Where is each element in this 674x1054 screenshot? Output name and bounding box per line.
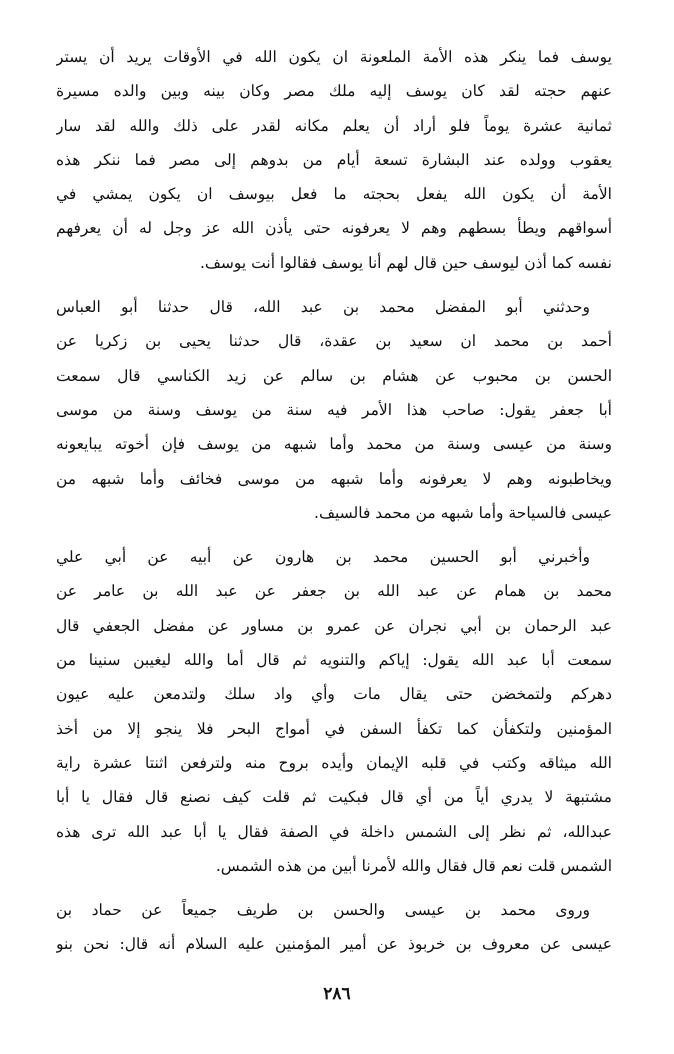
- text-line: أحمد بن محمد ان سعيد بن عقدة، قال حدثنا يحيى بن زكريا عن: [56, 332, 612, 351]
- paragraph-3: [56, 540, 612, 883]
- text-line: محمد بن همام عن عبد الله بن جعفر عن عبد الله بن عامر عن: [56, 582, 612, 601]
- text-line: دهركم ولتمخضن حتى يقال مات وأي واد سلك ولتدمعن عليه عيون: [56, 685, 612, 704]
- text-line: وحدثني أبو المفضل محمد بن عبد الله، قال حدثنا أبو العباس: [56, 298, 590, 317]
- paragraph-4: [56, 893, 612, 962]
- text-line: الأمة أن يكون الله يفعل بحجته ما فعل بيوسف ان يكون يمشي في: [56, 185, 612, 204]
- page-body: [56, 40, 612, 972]
- text-line: وسنة من عيسى وسنة من محمد وأما شبهه من يوسف فإن أخوته يبايعونه: [56, 435, 612, 454]
- text-line: عنهم حجته لقد كان يوسف إليه ملك مصر وكان بينه وبين والده مسيرة: [56, 82, 612, 101]
- text-line: الحسن بن محبوب عن هشام بن سالم عن زيد الكناسي قال سمعت: [56, 366, 612, 385]
- text-line: أسواقهم ويطأ بسطهم وهم لا يعرفونه حتى يأذن الله عز وجل له أن يعرفهم: [56, 219, 612, 238]
- text-line: عبد الرحمان بن أبي نجران عن عمرو بن مساور عن مفضل الجعفي قال: [56, 616, 612, 635]
- text-line: يوسف فما ينكر هذه الأمة الملعونة ان يكون الله في الأوقات يريد أن يستر: [56, 48, 612, 66]
- text-line: الله ميثاقه وكتب في قلبه الإيمان وأيده بروح منه ولترفعن اثنتا عشرة راية: [56, 753, 612, 772]
- text-line: سمعت أبا عبد الله يقول: إياكم والتنويه ثم قال أما والله ليغيبن سنينا من: [56, 651, 612, 670]
- page-number: ٢٨٦: [323, 984, 351, 1004]
- text-line: عبدالله، ثم نظر إلى الشمس داخلة في الصفة فقال يا أبا عبد الله ترى هذه: [56, 822, 612, 841]
- text-line: المؤمنين ولتكفأن كما تكفأ السفن في أمواج البحر فلا ينجو إلا من أخذ: [56, 719, 612, 738]
- text-line: عيسى فالسياحة وأما شبهه من محمد فالسيف.: [314, 503, 612, 522]
- paragraph-1: [56, 40, 612, 280]
- text-line: عيسى عن معروف بن خربوذ عن أمير المؤمنين عليه السلام أنه قال: نحن بنو: [56, 935, 612, 954]
- text-line: وأخبرني أبو الحسين محمد بن هارون عن أبيه عن أبي علي: [56, 548, 590, 567]
- text-line: ثمانية عشرة يوماً فلو أراد أن يعلم مكانه لقدر على ذلك والله لقد سار: [56, 116, 612, 135]
- text-line: يعقوب وولده عند البشارة تسعة أيام من بدوهم إلى مصر فما ننكر هذه: [56, 150, 612, 169]
- text-line: أبا جعفر يقول: صاحب هذا الأمر فيه سنة من يوسف وسنة من موسى: [56, 400, 612, 419]
- text-line: ويخاطبونه وهم لا يعرفونه وأما شبهه من موسى فخائف وأما شبهه من: [56, 469, 612, 488]
- text-line: الشمس قلت نعم قال فقال والله لأمرنا أبين من هذه الشمس.: [215, 856, 612, 875]
- text-line: مشتبهة لا يدري أياً من أي قال فبكيت ثم قلت كيف نصنع قال فقال يا أبا: [56, 788, 612, 807]
- paragraph-2: [56, 290, 612, 530]
- text-line: وروى محمد بن عيسى والحسن بن طريف جميعاً عن حماد بن: [56, 901, 590, 920]
- text-line: نفسه كما أذن ليوسف حين قال لهم أنا يوسف فقالوا أنت يوسف.: [199, 253, 612, 272]
